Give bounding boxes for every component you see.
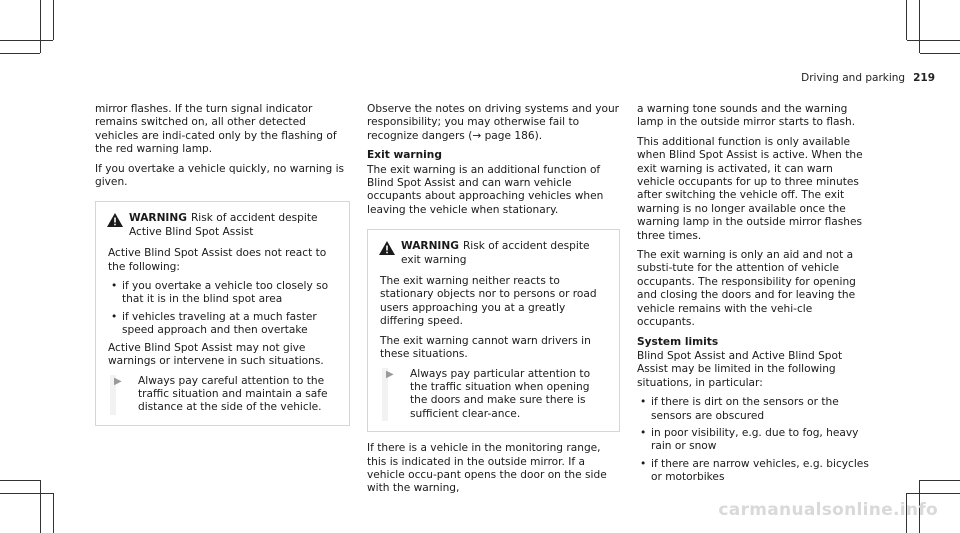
paragraph: This additional function is only available when Blind Spot Assist is active. When the exit warning is activated, it can warn vehicle occupants for up to three minutes after switching the vehicle off. The exit warning is no longer available once the warning lamp in the outside mirror flashes three times.: [637, 135, 863, 242]
crop-mark: [919, 0, 920, 53]
warning-triangle-icon: [106, 212, 124, 228]
warning-heading: [401, 240, 611, 267]
crop-mark: [0, 480, 40, 481]
crop-mark: [0, 40, 53, 41]
crop-mark: [0, 53, 40, 54]
bullet-list: [637, 396, 873, 484]
warning-header: [96, 202, 349, 239]
list-item: • in poor visibility, e.g. due to fog, heavy rain or snow: [637, 427, 873, 454]
subheading: Exit warning: [367, 149, 442, 162]
instruction: [108, 375, 339, 415]
warning-title: Risk of accident despite exit warning: [401, 240, 590, 266]
list-item: • if you overtake a vehicle too closely so that it is in the blind spot area: [108, 280, 339, 307]
instruction-text: Always pay careful attention to the traffic situation and maintain a safe distance at the side of the vehicle.: [138, 374, 328, 414]
warning-box: [95, 201, 350, 425]
crop-mark: [920, 480, 960, 481]
paragraph: Active Blind Spot Assist does not react to the following:: [108, 247, 327, 273]
list-item: • if there is dirt on the sensors or the sensors are obscured: [637, 396, 873, 423]
crop-mark: [907, 493, 960, 494]
section-title: Driving and parking: [801, 72, 906, 84]
paragraph: Observe the notes on driving systems and your responsibility; you may otherwise fail to recognize dangers (→ page 186).: [367, 103, 620, 142]
warning-heading: [129, 212, 341, 239]
paragraph: Active Blind Spot Assist may not give warnings or intervene in such situations.: [108, 341, 324, 368]
paragraph: The exit warning neither reacts to stationary objects nor to persons or road users approaching you at a greatly differing speed.: [380, 275, 597, 328]
page-number: 219: [913, 72, 935, 84]
warning-box: [367, 229, 620, 432]
column-1: [95, 103, 350, 436]
paragraph: The exit warning cannot warn drivers in these situations.: [380, 334, 591, 361]
list-item: • if there are narrow vehicles, e.g. bicycles or motorbikes: [637, 458, 873, 485]
page-header: [801, 72, 935, 84]
instruction-arrow-icon: ▶: [386, 368, 394, 380]
column-2: [367, 103, 620, 502]
watermark: carmanualsonline.info: [718, 500, 938, 520]
warning-body: [368, 267, 619, 431]
crop-mark: [920, 53, 960, 54]
column-3: [637, 103, 873, 489]
list-item: • if vehicles traveling at a much faster speed approach and then overtake: [108, 311, 339, 338]
warning-label: WARNING: [129, 212, 187, 225]
warning-body: [96, 239, 349, 424]
warning-header: [368, 230, 619, 267]
crop-mark: [40, 480, 41, 533]
instruction-arrow-icon: ▶: [114, 375, 122, 387]
crop-mark: [53, 493, 54, 533]
paragraph: The exit warning is only an aid and not a substi-tute for the attention of vehicle occupants. The responsibility for opening and closing the doors and for leaving the vehicle remains with the vehi-cle occupants.: [637, 249, 856, 329]
warning-title: Risk of accident despite Active Blind Spot Assist: [129, 212, 318, 238]
crop-mark: [906, 0, 907, 40]
paragraph: If you overtake a vehicle quickly, no warning is given.: [95, 162, 345, 189]
warning-label: WARNING: [401, 240, 459, 253]
paragraph: The exit warning is an additional function of Blind Spot Assist and can warn vehicle occupants about approaching vehicles when leaving the vehicle when stationary.: [367, 163, 604, 216]
paragraph: mirror flashes. If the turn signal indicator remains switched on, all other detected vehicles are indi-cated only by the flashing of the red warning lamp.: [95, 103, 337, 156]
bullet-list: [108, 280, 339, 338]
crop-mark: [40, 0, 41, 53]
crop-mark: [0, 493, 53, 494]
warning-triangle-icon: [378, 240, 396, 256]
subheading: System limits: [637, 335, 719, 348]
paragraph: a warning tone sounds and the warning lamp in the outside mirror starts to flash.: [637, 103, 856, 129]
paragraph: If there is a vehicle in the monitoring range, this is indicated in the outside mirror. If a vehicle occu-pant opens the door on the side with the warning,: [367, 442, 607, 495]
instruction: [380, 368, 609, 422]
crop-mark: [53, 0, 54, 40]
crop-mark: [907, 40, 960, 41]
instruction-text: Always pay particular attention to the traffic situation when opening the doors and make sure there is sufficient clear-ance.: [410, 367, 591, 420]
paragraph: Blind Spot Assist and Active Blind Spot Assist may be limited in the following situations, in particular:: [637, 349, 843, 389]
